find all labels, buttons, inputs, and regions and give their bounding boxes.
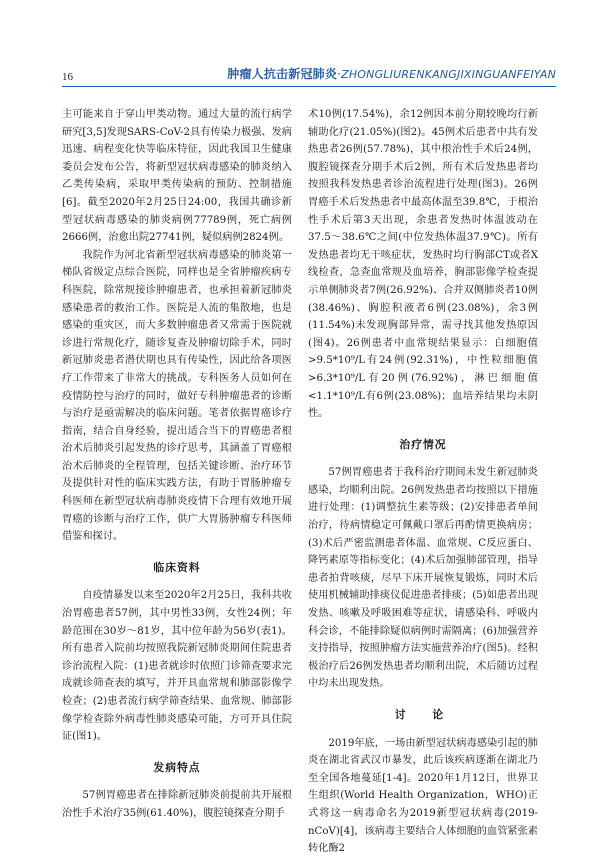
- paragraph-treatment: 57例胃癌患者于我科治疗期间未发生新冠肺炎感染，均顺利出院。26例发热患者均按照以下措施进行处理：(1)调整抗生素等级；(2)安排患者单间治疗，待病情稳定可佩戴口罩后再酌情更换病房；(3)术后严密监测患者体温、血常规、C反应蛋白、降钙素原等指标变化；(4)术后加强肺部管理，指导患者拍背咳痰，尽早下床开展恢复锻炼，同时术后使用机械辅助排痰仪促进患者排痰；(5)如患者出现发热、咳嗽及呼吸困难等症状，请感染科、呼吸内科会诊，不能排除疑似病例时需隔离；(6)加强营养支持指导，按照肿瘤方法实施营养治疗(图5)。经积极治疗后26例发热患者均顺利出院，术后随访过程中均未出现发热。: [308, 467, 538, 690]
- journal-title-chinese: 肿瘤人抗击新冠肺炎: [227, 67, 338, 81]
- header-rule: [62, 86, 556, 87]
- section-heading-discussion: 讨 论: [394, 708, 452, 721]
- journal-title-pinyin: ZHONGLIURENKANGJIXINGUANFEIYAN: [341, 68, 556, 81]
- paragraph-intro-continued: 主可能来自于穿山甲类动物。通过大量的流行病学研究[3,5]发现SARS-CoV-2具有传染力极强、发病迅速、病程变化快等临床特征，因此我国卫生健康委员会发布公告，将新型冠状病毒感染的肺炎纳入乙类传染病，采取甲类传染病的预防、控制措施[6]。截至2020年2月25日24:00，我国共确诊新型冠状病毒感染的肺炎病例77789例，死亡病例2666例，治愈出院27741例，疑似病例2824例。: [62, 109, 292, 244]
- journal-title: [227, 65, 556, 82]
- section-heading-clinical-data: 临床资料: [153, 560, 201, 574]
- paragraph-fever-features-continued: 术10例(17.54%)，余12例因本前分期较晚均行新辅助化疗(21.05%)(图2)。45例术后患者中共有发热患者26例(57.78%)，其中根治性手术后24例，腹腔镜探查分期手术后2例，所有术后发热患者均按照我科发热患者诊治流程进行处理(图3)。26例胃癌手术后发热患者中最高体温至39.8℃，于根治性手术后第3天出现，余患者发热时体温波动在37.5～38.6℃之间(中位发热体温37.9℃)。所有发热患者均无干咳症状，发热时均行胸部CT或者X线检查，急查血常规及血培养，胸部影像学检查提示单侧肺炎者7例(26.92%)、合并双侧肺炎者10例(38.46%)、胸腔积液者6例(23.08%)，余3例(11.54%)未发现胸部异常，需寻找其他发热原因(图4)。26例患者中血常规结果显示：白细胞值>9.5*10⁹/L有24例(92.31%)，中性粒细胞值>6.3*10⁹/L有20例(76.92%)，淋巴细胞值<1.1*10⁹/L有6例(23.08%)；血培养结果均未阴性。: [308, 109, 538, 420]
- paragraph-hospital-context: 我院作为河北省新型冠状病毒感染的肺炎第一梯队省级定点综合医院，同样也是全省肿瘤疾病专科医院，除常规接诊肿瘤患者，也承担着新冠肺炎感染患者的救治工作。医院是人流的集散地，也是感染的重灾区，而大多数肿瘤患者又常需于医院就诊进行常规化疗，随诊复查及肿瘤切除手术，同时新冠肺炎患者潜伏期也具有传染性，因此给各项医疗工作带来了非常大的挑战。专科医务人员如何在疫情防控与治疗的同时，做好专科肿瘤患者的诊断与治疗是亟需解决的临床问题。笔者依据胃癌诊疗指南，结合自身经验，提出适合当下的胃癌患者根治术后肺炎引起发热的诊疗思考，其涵盖了胃癌根治术后肺炎的全程管理，包括关键诊断、治疗环节及提供针对性的临床实践方法，有助于胃肠肿瘤专科医师在新型冠状病毒肺炎疫情下合理有效地开展胃癌的诊断与治疗工作，供广大胃肠肿瘤专科医师借鉴和探讨。: [62, 249, 292, 543]
- paragraph-fever-features: 57例胃癌患者在排除新冠肺炎前提前共开展根治性手术治疗35例(61.40%)，腹腔镜探查分期手: [62, 790, 292, 819]
- section-heading-fever-features: 发病特点: [153, 760, 201, 774]
- left-column: [62, 106, 292, 823]
- right-column: [308, 106, 538, 858]
- paragraph-clinical-data: 自疫情暴发以来至2020年2月25日，我科共收治胃癌患者57例，其中男性33例，女性24例；年龄范围在30岁～81岁，其中位年龄为56岁(表1)。所有患者入院前均按照我院新冠肺炎期间住院患者诊治流程入院：(1)患者就诊时依照门诊筛查要求完成就诊筛查表的填写，并开具血常规和肺部影像学检查；(2)患者流行病学筛查结果、血常规、肺部影像学检查除外病毒性肺炎感染可能，方可开具住院证(图1)。: [62, 590, 292, 743]
- section-heading-treatment: 治疗情况: [399, 437, 447, 451]
- journal-title-separator: ·: [337, 67, 342, 81]
- page-header: [0, 58, 600, 86]
- page-number: 16: [62, 71, 73, 83]
- paragraph-discussion: 2019年底，一场由新型冠状病毒感染引起的肺炎在湖北省武汉市暴发，此后该疾病逐渐在湖北乃至全国各地蔓延[1-4]。2020年1月12日，世界卫生组织(World Health Organization，WHO)正式将这一病毒命名为2019新型冠状病毒(2019-nCoV)[4]，该病毒主要结合人体细胞的血管紧张素转化酶2: [308, 737, 538, 855]
